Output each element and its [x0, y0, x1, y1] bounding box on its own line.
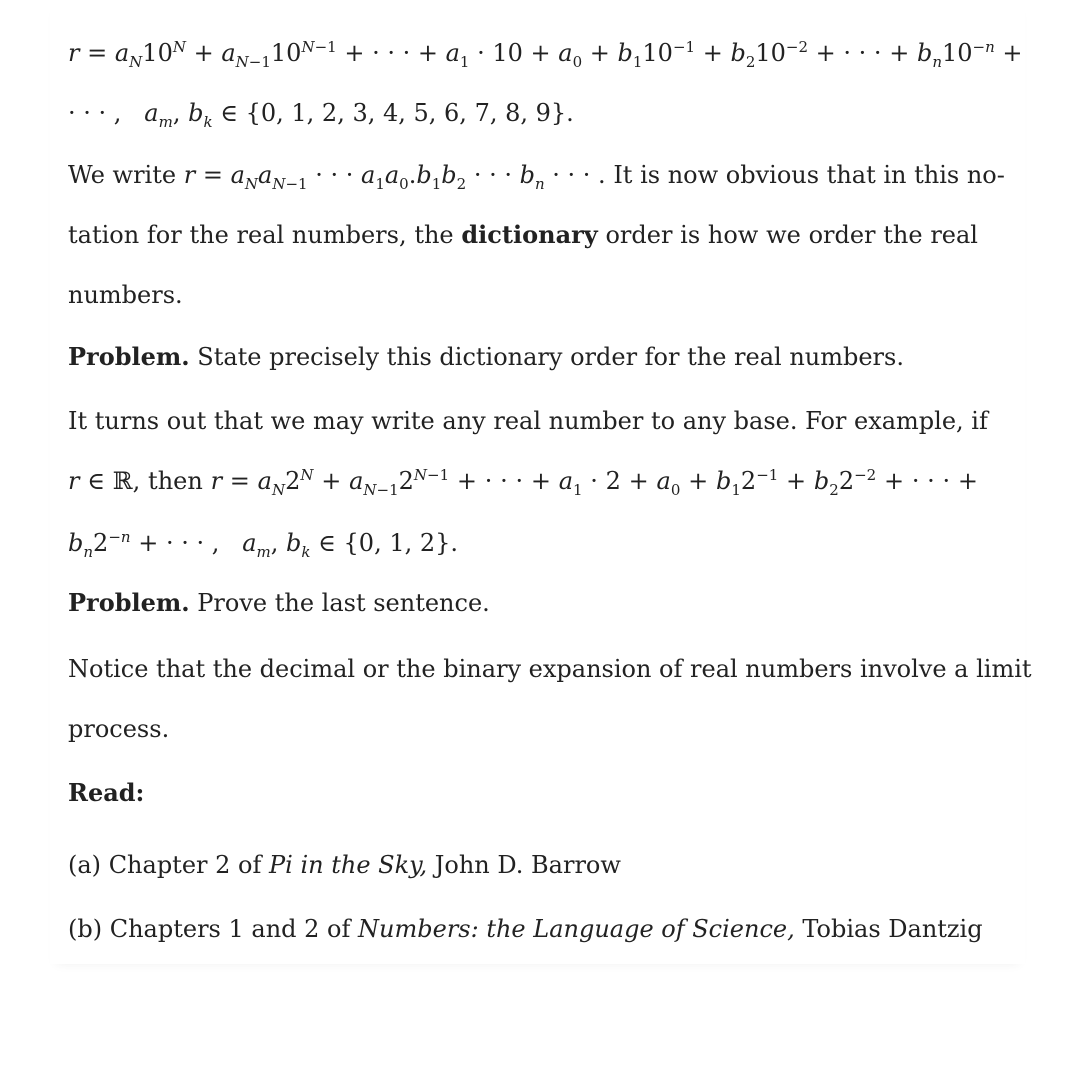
read-heading: Read:: [68, 778, 145, 807]
paragraph-notation-line1: We write $r = a_Na_{N-1}$ · · · $a_1a_0.b_1b_2$ · · · $b_n$ · · · . It is now obvious that in this no-: [68, 161, 1005, 193]
book-title: Pi in the Sky,: [269, 851, 428, 879]
paragraph-notation-line2: tation for the real numbers, the dictionary order is how we order the real: [68, 220, 978, 249]
binary-expansion-formula-line1: r ∈ ℝ, then $r = a_N2^N + a_{N-1}2^{N-1}$ + · · · + $a_1 \cdot 2 + a_0 + b_12^{-1} + b_22^{-2}$ + · · · +: [68, 466, 979, 499]
digit-set-formula: · · · , $a_m$, $b_k$ ∈ {0, 1, 2, 3, 4, 5, 6, 7, 8, 9}.: [68, 99, 574, 131]
problem-prove-sentence: Problem. Prove the last sentence.: [68, 588, 490, 617]
reading-item-a: (a) Chapter 2 of Pi in the Sky, John D. Barrow: [68, 851, 621, 879]
paragraph-limit-line2: process.: [68, 715, 170, 743]
problem-dictionary-order: Problem. State precisely this dictionary order for the real numbers.: [68, 342, 904, 371]
paragraph-notation-line3: numbers.: [68, 281, 183, 309]
book-title: Numbers: the Language of Science,: [358, 915, 795, 943]
binary-expansion-formula-line2: $b_n2^{-n}$ + · · · , $a_m$, $b_k$ ∈ {0, 1, 2}.: [68, 528, 459, 561]
reading-item-b: (b) Chapters 1 and 2 of Numbers: the Language of Science, Tobias Dantzig: [68, 915, 983, 943]
dictionary-term: dictionary: [461, 220, 598, 249]
problem-label: Problem.: [68, 588, 190, 617]
decimal-expansion-formula: $r = a_N10^N + a_{N-1}10^{N-1}$ + · · · + $a_1 \cdot 10 + a_0 + b_110^{-1} + b_210^{-2}$ + · · · + $b_n10^{-n}$: [68, 38, 995, 71]
problem-label: Problem.: [68, 342, 190, 371]
paragraph-base-line1: It turns out that we may write any real number to any base. For example, if: [68, 407, 988, 435]
paragraph-limit-line1: Notice that the decimal or the binary expansion of real numbers involve a limit: [68, 655, 1032, 683]
